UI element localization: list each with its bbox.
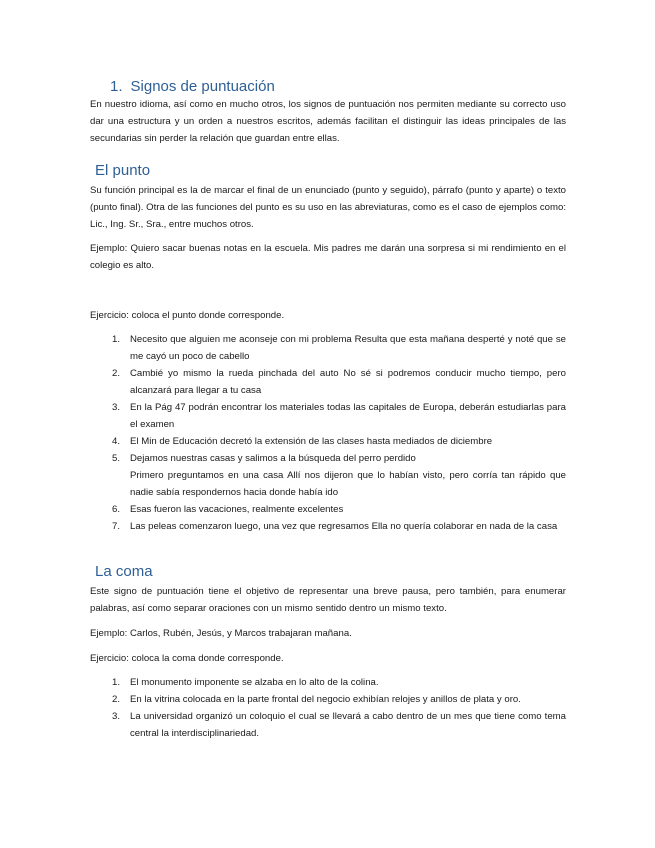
list-item: 3. La universidad organizó un coloquio el cual se llevará a cabo dentro de un mes que tiene como tema central la interdisciplinariedad. (112, 711, 566, 739)
heading-title: Signos de puntuación (130, 78, 275, 95)
list-item: 7. Las peleas comenzaron luego, una vez que regresamos Ella no quería colaborar en nada de la casa (112, 521, 558, 532)
punto-exercise-list (90, 331, 566, 535)
coma-exercise-list (90, 674, 566, 742)
list-item: 4. El Min de Educación decretó la extensión de las clases hasta mediados de diciembre (112, 436, 493, 447)
intro-paragraph: En nuestro idioma, así como en mucho otros, los signos de puntuación nos permiten mediante su correcto uso dar una estructura y un orden a nuestros escritos, además facilitan el distinguir las ideas principales de las secundarias sin perder la relación que guardan entre ellas. (90, 99, 566, 144)
list-item: 3. En la Pág 47 podrán encontrar los materiales todas las capitales de Europa, deberán estudiarlas para el examen (112, 402, 566, 430)
coma-exercise-label: Ejercicio: coloca la coma donde corresponde. (90, 653, 284, 664)
punto-description: Su función principal es la de marcar el final de un enunciado (punto y seguido), párrafo (punto y aparte) o texto (punto final). Otra de las funciones del punto es su uso en las abreviaturas, como es el caso de ejemplos como: Lic., Ing. Sr., Sra., entre muchos otros. (90, 185, 566, 230)
section-heading-punto: El punto (95, 162, 151, 179)
section-heading-signos (110, 78, 275, 95)
heading-number: 1. (110, 78, 123, 95)
coma-description: Este signo de puntuación tiene el objetivo de representar una breve pausa, pero también, para enumerar palabras, así como separar oraciones con un mismo sentido dentro un mismo texto. (90, 586, 566, 614)
list-item: 6. Esas fueron las vacaciones, realmente excelentes (112, 504, 344, 515)
section-heading-coma: La coma (95, 563, 153, 580)
punto-example: Ejemplo: Quiero sacar buenas notas en la escuela. Mis padres me darán una sorpresa si mi rendimiento en el colegio es alto. (90, 243, 566, 271)
coma-example: Ejemplo: Carlos, Rubén, Jesús, y Marcos trabajaran mañana. (90, 628, 352, 639)
list-item: 2. En la vitrina colocada en la parte frontal del negocio exhibían relojes y anillos de plata y oro. (112, 694, 521, 705)
list-item: 1. El monumento imponente se alzaba en lo alto de la colina. (112, 677, 379, 688)
punto-exercise-label: Ejercicio: coloca el punto donde corresponde. (90, 310, 285, 321)
list-item: 1. Necesito que alguien me aconseje con mi problema Resulta que esta mañana desperté y noté que se me cayó un poco de cabello (112, 334, 566, 362)
list-item: 5. Dejamos nuestras casas y salimos a la búsqueda del perro perdido Primero preguntamos en una casa Allí nos dijeron que lo habían visto, pero corría tan rápido que nadie sabía respondernos hacia donde había ido (112, 453, 566, 498)
list-item: 2. Cambié yo mismo la rueda pinchada del auto No sé si podremos conducir mucho tiempo, pero alcanzará para llegar a tu casa (112, 368, 566, 396)
